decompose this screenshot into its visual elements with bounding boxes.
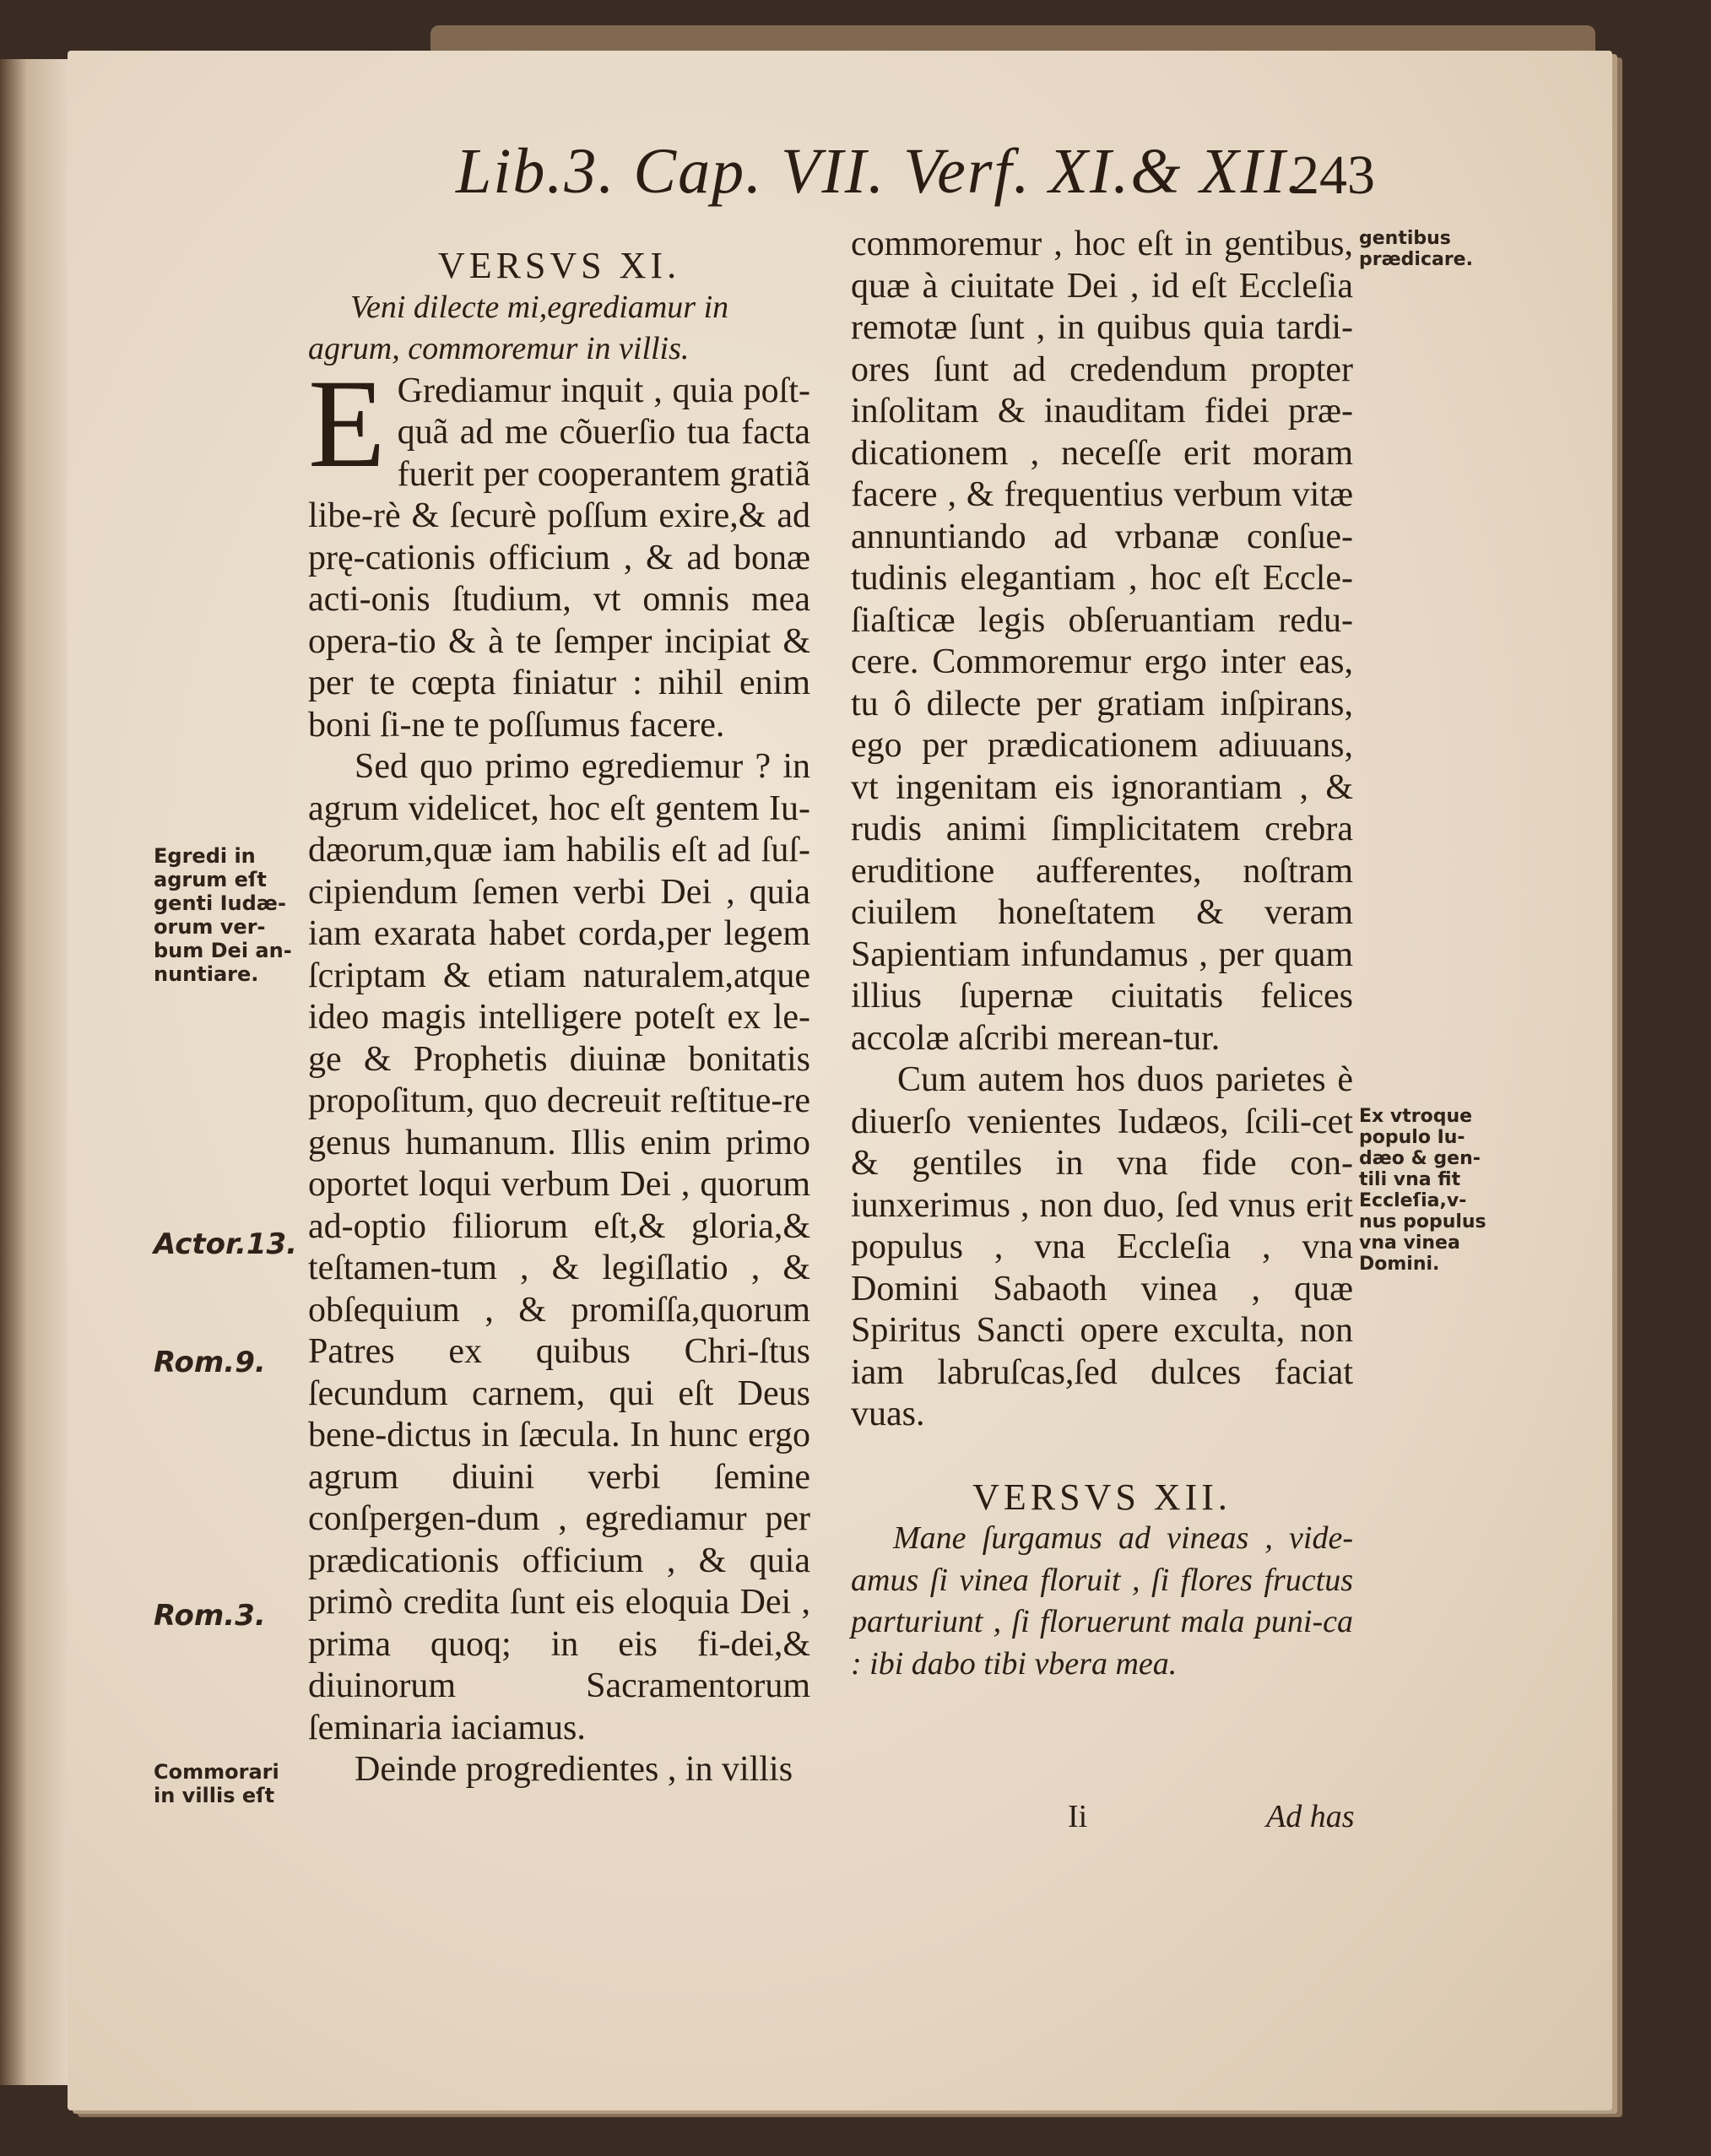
commentary-paragraph: Cum autem hos duos parietes è diuerſo venientes Iudæos, ſcili-cet & gentiles in vna fide con-iunxerimus , non duo, ſed vnus erit populus , vna Eccleſia , vna Domini Sabaoth vinea , quæ Spiritus Sancti opere exculta, non iam labruſcas,ſed dulces faciat vuas. <box>851 1060 1353 1433</box>
scripture-lemma: Mane ſurgamus ad vineas , vide-amus ſi vinea floruit , ſi flores fructus parturiunt , ſi floruerunt mala puni-ca : ibi dabo tibi vbera mea. <box>851 1520 1353 1682</box>
paragraph-text: Grediamur inquit , quia poſt-quã ad me cõuerſio tua facta fuerit per cooperantem gratiã libe-rè & ſecurè poſſum exire,& ad prę-cationis officium , & ad bonæ acti-onis ſtudium, vt omnis mea opera-tio & à te ſemper incipiat & per te cœpta finiatur : nihil enim boni ſi-ne te poſſumus facere. <box>308 371 810 745</box>
book-page <box>68 51 1612 2110</box>
left-column <box>308 245 810 1791</box>
margin-note: gentibus prædicare. <box>1359 228 1473 270</box>
margin-note: Ex vtroque populo Iu-dæo & gen-tili vna fit Eccleſia,v-nus populus vna vinea Domini. <box>1359 1106 1486 1275</box>
page-number: 243 <box>1291 144 1375 206</box>
margin-note: Egredi in agrum eſt genti Iudæ-orum ver-bum Dei an-nuntiare. <box>154 844 292 986</box>
running-head: Lib.3. Cap. VII. Verf. XI.& XII. <box>456 136 1305 207</box>
commentary-paragraph: Deinde progredientes , in villis <box>355 1750 793 1789</box>
right-column <box>851 224 1353 1685</box>
section-heading: VERSVS XI. <box>437 245 681 286</box>
drop-cap: E <box>308 353 386 494</box>
margin-note: Commorari in villis eſt <box>154 1760 279 1807</box>
margin-note: Rom.9. <box>154 1346 266 1379</box>
margin-note: Actor.13. <box>154 1227 298 1261</box>
margin-note: Rom.3. <box>154 1599 266 1633</box>
section-heading: VERSVS XII. <box>972 1476 1232 1518</box>
page-header <box>371 84 1410 207</box>
commentary-paragraph: Sed quo primo egrediemur ? in agrum videlicet, hoc eſt gentem Iu-dæorum,quæ iam habilis eſt ad ſuſ-cipiendum ſemen verbi Dei , quia iam exarata habet corda,per legem ſcriptam & etiam naturalem,atque ideo magis intelligere poteſt ex le-ge & Prophetis diuinæ bonitatis propoſitum, quo decreuit reſtitue-re genus humanum. Illis enim primo oportet loqui verbum Dei , quorum ad-optio filiorum eſt,& gloria,& teſtamen-tum , & legiſlatio , & obſequium , & promiſſa,quorum Patres ex quibus Chri-ſtus ſecundum carnem, qui eſt Deus bene-dictus in ſæcula. In hunc ergo agrum diuini verbi ſemine conſpergen-dum , egrediamur per prædicationis officium , & quia primò credita ſunt eis eloquia Dei , prima quoq; in eis fi-dei,& diuinorum Sacramentorum ſeminaria iaciamus. <box>308 747 810 1747</box>
signature-mark: Ii <box>1068 1799 1088 1834</box>
previous-page-edge <box>0 59 70 2085</box>
catchword: Ad has <box>1266 1799 1355 1834</box>
commentary-paragraph: commoremur , hoc eſt in gentibus, quæ à ciuitate Dei , id eſt Eccleſia remotæ ſunt , in quibus quia tardi-ores ſunt ad credendum propter inſolitam & inauditam fidei præ-dicationem , neceſſe erit moram facere , & frequentius verbum vitæ annuntiando ad vrbanæ conſue-tudinis elegantiam , hoc eſt Eccle-ſiaſticæ legis obſeruantiam redu-cere. Commoremur ergo inter eas, tu ô dilecte per gratiam inſpirans, ego per prædicationem adiuuans, vt ingenitam eis ignorantiam , & rudis animi ſimplicitatem crebra eruditione aufferentes, noſtram ciuilem honeſtatem & veram Sapientiam infundamus , per quam illius ſupernæ ciuitatis felices accolæ aſcribi merean-tur. <box>851 225 1353 1058</box>
commentary-paragraph <box>308 353 810 747</box>
scripture-lemma: Veni dilecte mi,egrediamur in agrum, commoremur in villis. <box>308 289 729 366</box>
